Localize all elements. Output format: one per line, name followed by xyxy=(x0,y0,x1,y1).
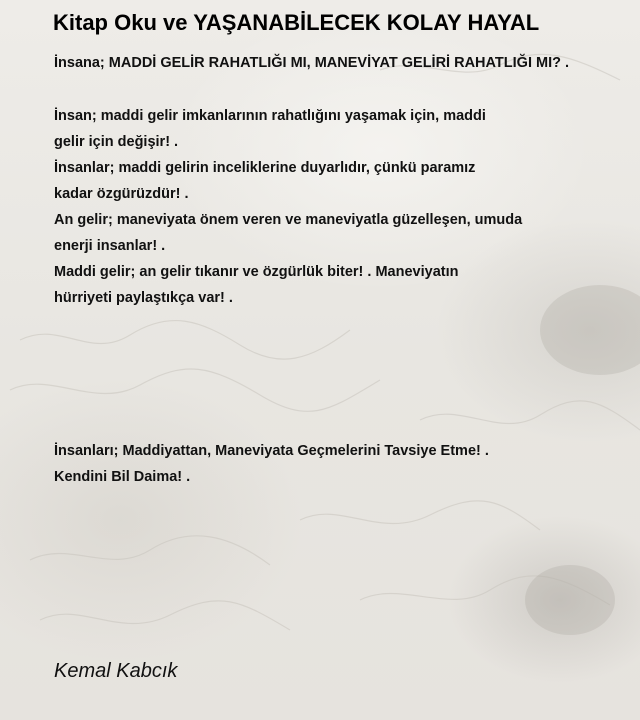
poem-line: İnsan; maddi gelir imkanlarının rahatlığını yaşamak için, maddi xyxy=(54,108,486,124)
poem-line: enerji insanlar! . xyxy=(54,238,166,254)
poem-line: İnsanları; Maddiyattan, Maneviyata Geçmelerini Tavsiye Etme! . xyxy=(54,443,489,459)
author-name: Kemal Kabcık xyxy=(54,660,178,682)
poem-line: Kendini Bil Daima! . xyxy=(54,469,191,485)
poem-line: İnsanlar; maddi gelirin inceliklerine duyarlıdır, çünkü paramız xyxy=(54,160,476,176)
page-title: Kitap Oku ve YAŞANABİLECEK KOLAY HAYAL xyxy=(53,10,540,35)
poem-line: kadar özgürüzdür! . xyxy=(54,186,189,202)
poem-lead-line: İnsana; MADDİ GELİR RAHATLIĞI MI, MANEVİYAT GELİRİ RAHATLIĞI MI? . xyxy=(54,55,570,71)
poem-line: gelir için değişir! . xyxy=(54,134,179,150)
poem-line: An gelir; maneviyata önem veren ve maneviyatla güzelleşen, umuda xyxy=(54,212,523,228)
poem-line: hürriyeti paylaştıkça var! . xyxy=(54,290,233,306)
poem-line: Maddi gelir; an gelir tıkanır ve özgürlük biter! . Maneviyatın xyxy=(54,264,459,280)
